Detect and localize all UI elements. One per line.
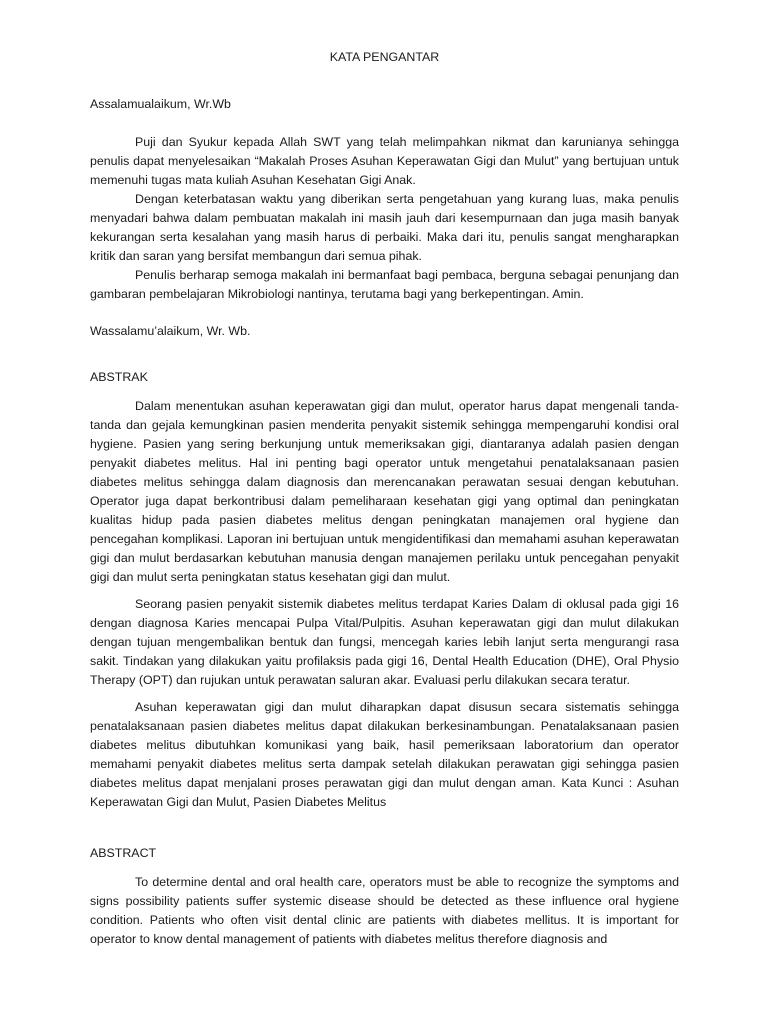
abstrak-paragraph: Seorang pasien penyakit sistemik diabetes melitus terdapat Karies Dalam di oklusal pada gigi 16 dengan diagnosa Karies mencapai Pulpa Vital/Pulpitis. Asuhan keperawatan gigi dan mulut dilakukan dengan tujuan mengembalikan bentuk dan fungsi, mencegah karies lebih lanjut serta mengurangi rasa sakit. Tindakan yang dilakukan yaitu profilaksis pada gigi 16, Dental Health Education (DHE), Oral Physio Therapy (OPT) dan rujukan untuk perawatan saluran akar. Evaluasi perlu dilakukan secara teratur.: [90, 597, 679, 687]
intro-paragraph: Dengan keterbatasan waktu yang diberikan serta pengetahuan yang kurang luas, maka penulis menyadari bahwa dalam pembuatan makalah ini masih jauh dari kesempurnaan dan juga masih banyak kekurangan serta kesalahan yang masih harus di perbaiki. Maka dari itu, penulis sangat mengharapkan kritik dan saran yang bersifat membangun dari semua pihak.: [90, 192, 679, 263]
page-title: KATA PENGANTAR: [329, 50, 440, 64]
abstrak-paragraph: Dalam menentukan asuhan keperawatan gigi dan mulut, operator harus dapat mengenali tanda-tanda dan gejala kemungkinan pasien menderita penyakit sistemik sehingga mempengaruhi kondisi oral hygiene. Pasien yang sering berkunjung untuk memeriksakan gigi, diantaranya adalah pasien dengan penyakit diabetes melitus. Hal ini penting bagi operator untuk mengetahui penatalaksanaan pasien diabetes melitus sehingga dalam diagnosis dan merencanakan perawatan sesuai dengan kebutuhan. Operator juga dapat berkontribusi dalam pemeliharaan kesehatan gigi yang optimal dan peningkatan kualitas hidup pada pasien diabetes melitus dengan peningkatan manajemen oral hygiene dan pencegahan komplikasi. Laporan ini bertujuan untuk mengidentifikasi dan memahami asuhan keperawatan gigi dan mulut berdasarkan kebutuhan manusia dengan manajemen perilaku untuk pencegahan penyakit gigi dan mulut serta peningkatan status kesehatan gigi dan mulut.: [90, 399, 679, 584]
closing-text: Wassalamu’alaikum, Wr. Wb.: [90, 324, 251, 338]
intro-paragraph: Penulis berharap semoga makalah ini bermanfaat bagi pembaca, berguna sebagai penunjang dan gambaran pembelajaran Mikrobiologi nantinya, terutama bagi yang berkepentingan. Amin.: [90, 268, 679, 301]
abstrak-section: [90, 397, 679, 812]
abstract-section: [90, 873, 679, 949]
intro-section: [90, 133, 679, 304]
abstract-paragraph: To determine dental and oral health care, operators must be able to recognize the symptoms and signs possibility patients suffer systemic disease should be detected as these influence oral hygiene condition. Patients who often visit dental clinic are patients with diabetes mellitus. It is important for operator to know dental management of patients with diabetes melitus therefore diagnosis and: [90, 875, 679, 946]
greeting-text: Assalamualaikum, Wr.Wb: [90, 97, 231, 111]
document-page: [90, 48, 679, 949]
abstrak-heading: ABSTRAK: [90, 370, 148, 384]
intro-paragraph: Puji dan Syukur kepada Allah SWT yang telah melimpahkan nikmat dan karunianya sehingga penulis dapat menyelesaikan “Makalah Proses Asuhan Keperawatan Gigi dan Mulut” yang bertujuan untuk memenuhi tugas mata kuliah Asuhan Kesehatan Gigi Anak.: [90, 135, 679, 187]
abstrak-paragraph: Asuhan keperawatan gigi dan mulut diharapkan dapat disusun secara sistematis sehingga penatalaksanaan pasien diabetes melitus dapat dilakukan berkesinambungan. Penatalaksanaan pasien diabetes melitus dibutuhkan komunikasi yang baik, hasil pemeriksaan laboratorium dan operator memahami penyakit diabetes melitus serta dampak setelah dilakukan perawatan gigi sehingga pasien diabetes melitus dapat menjalani proses perawatan gigi dan mulut dengan aman. Kata Kunci : Asuhan Keperawatan Gigi dan Mulut, Pasien Diabetes Melitus: [90, 700, 679, 809]
abstract-heading: ABSTRACT: [90, 846, 157, 860]
